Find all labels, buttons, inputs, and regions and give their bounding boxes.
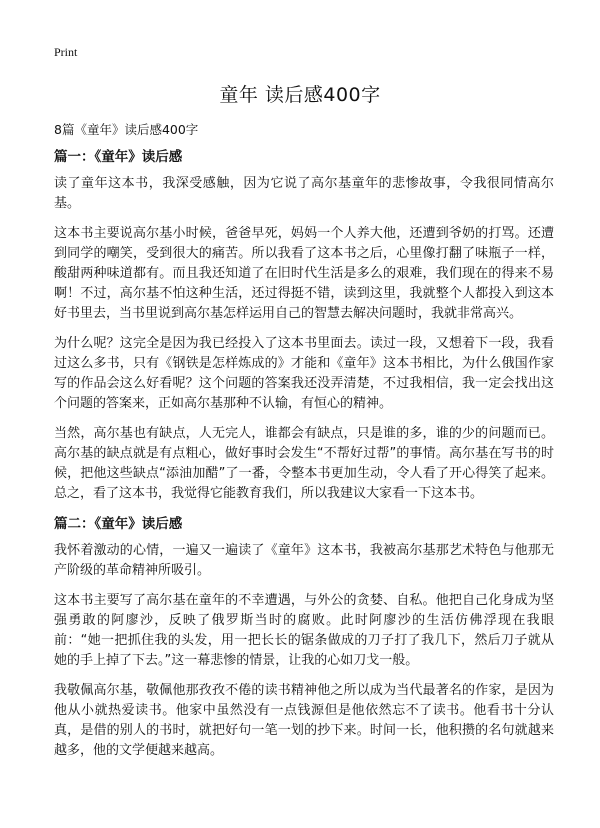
paragraph: 读了童年这本书，我深受感触，因为它说了高尔基童年的悲惨故事，令我很同情高尔基。 — [54, 176, 554, 211]
section-heading: 篇二：《童年》读后感 — [54, 516, 183, 532]
paragraph: 这本书主要说高尔基小时候，爸爸早死，妈妈一个人养大他，还遭到爷奶的打骂。还遭到同学的嘲笑，受到很大的痛苦。所以我看了这本书之后，心里像打翻了味瓶子一样，酸甜两种味道都有。而且我还知道了在旧时代生活是多么的艰难，我们现在的得来不易啊！不过，高尔基不怕这种生活，还过得挺不错，读到这里，我就整个人都投入到这本好书里去，当书里说到高尔基怎样运用自己的智慧去解决问题时，我就非常高兴。 — [54, 226, 554, 321]
paragraph: 我敬佩高尔基，敬佩他那孜孜不倦的读书精神他之所以成为当代最著名的作家，是因为他从小就热爱读书。他家中虽然没有一点钱源但是他依然忘不了读书。他看书十分认真，是借的别人的书时，就把好句一笔一划的抄下来。时间一长，他积攒的名句就越来越多，他的文学便越来越高。 — [54, 683, 554, 758]
page-title: 童年 读后感400字 — [219, 84, 381, 106]
paragraph: 当然，高尔基也有缺点，人无完人，谁都会有缺点，只是谁的多，谁的少的问题而已。高尔基的缺点就是有点粗心，做好事时会发生“不帮好过帮”的事情。高尔基在写书的时候，把他这些缺点“添油加醋”了一番，令整本书更加生动，令人看了开心得笑了起来。总之，看了这本书，我觉得它能教育我们，所以我建议大家看一下这本书。 — [54, 426, 554, 501]
section-heading: 篇一：《童年》读后感 — [54, 149, 183, 165]
section-2 — [54, 514, 554, 761]
paragraph: 为什么呢？这完全是因为我已经投入了这本书里面去。读过一段，又想着下一段，我看过这么多书，只有《钢铁是怎样炼成的》才能和《童年》这本书相比，为什么俄国作家写的作品会这么好看呢？这个问题的答案我还没弄清楚，不过我相信，我一定会找出这个问题的答案来，正如高尔基那种不认输，有恒心的精神。 — [54, 336, 554, 411]
print-link[interactable]: Print — [54, 45, 78, 59]
paragraph: 我怀着激动的心情，一遍又一遍读了《童年》这本书，我被高尔基那艺术特色与他那无产阶级的革命精神所吸引。 — [54, 543, 554, 578]
subtitle: 8篇《童年》读后感400字 — [54, 122, 199, 137]
section-1 — [54, 147, 554, 504]
article-body — [54, 147, 554, 771]
paragraph: 这本书主要写了高尔基在童年的不幸遭遇，与外公的贪婪、自私。他把自己化身成为坚强勇敢的阿廖沙，反映了俄罗斯当时的腐败。此时阿廖沙的生活仿佛浮现在我眼前：“她一把抓住我的头发，用一把长长的锯条做成的刀子打了我几下，然后刀子就从她的手上掉了下去。”这一幕悲惨的情景，让我的心如刀戈一般。 — [54, 593, 554, 668]
